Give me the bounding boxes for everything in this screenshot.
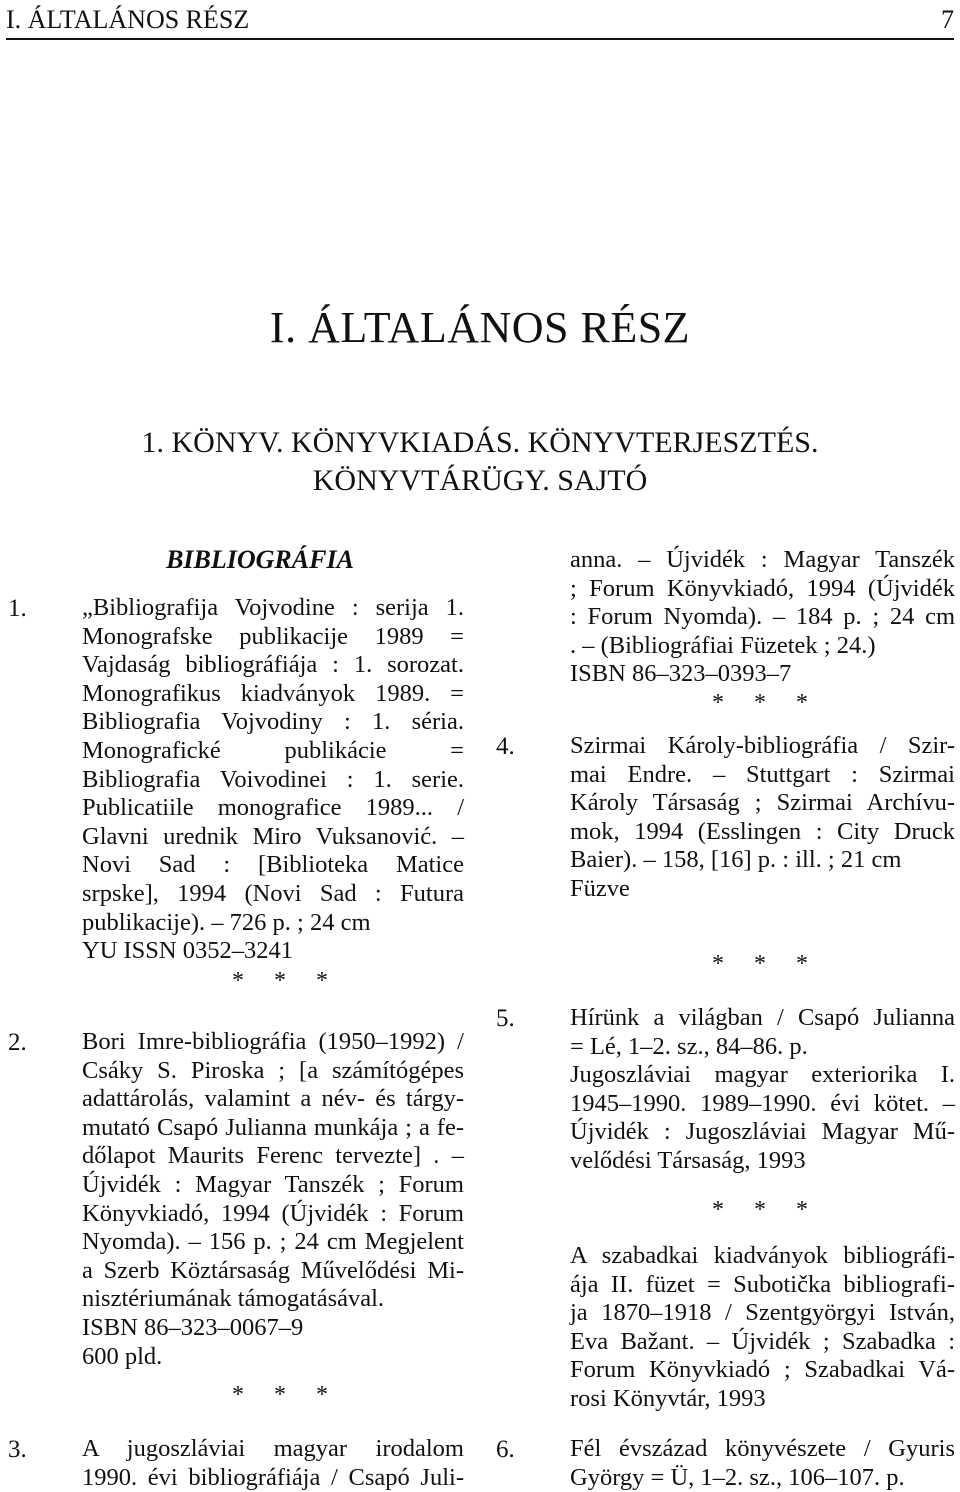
entry-line: Füzve xyxy=(570,874,630,902)
entry-line: Fél évszázad könyvészete / Gyuris xyxy=(570,1435,955,1462)
entry-line: velődési Társaság, 1993 xyxy=(570,1146,806,1174)
entry-line: 1990. évi bibliográfiája / Csapó Juli- xyxy=(82,1463,464,1491)
entry-line: Bibliografia Vojvodiny : 1. séria. xyxy=(82,708,464,736)
entry-line: ISBN 86–323–0067–9 xyxy=(82,1313,304,1341)
entry-line: Monografske publikacije 1989 = xyxy=(82,622,464,650)
entry-line: Novi Sad : [Biblioteka Matice xyxy=(82,851,464,879)
entry-line: srpske], 1994 (Novi Sad : Futura xyxy=(82,879,464,907)
entry-number: 2. xyxy=(8,1029,27,1056)
running-head-title: I. ÁLTALÁNOS RÉSZ xyxy=(6,5,250,34)
entry-line: . – (Bibliográfiai Füzetek ; 24.) xyxy=(570,631,876,659)
entry-line: ; Forum Könyvkiadó, 1994 (Újvidék xyxy=(570,574,955,602)
part-title: I. ÁLTALÁNOS RÉSZ xyxy=(269,303,691,352)
entry-line: Újvidék : Jugoszláviai Magyar Mű- xyxy=(570,1118,955,1146)
entry-line: Károly Társaság ; Szirmai Archívu- xyxy=(570,789,955,817)
entry-line: publikacije). – 726 p. ; 24 cm xyxy=(82,908,371,936)
entry-line: Glavni urednik Miro Vuksanović. – xyxy=(82,822,464,850)
entry-number: 1. xyxy=(8,595,27,622)
entry-line: nisztériumának támogatásával. xyxy=(82,1285,385,1313)
entry-line: A jugoszláviai magyar irodalom xyxy=(82,1435,464,1462)
entry-number: 4. xyxy=(496,733,515,760)
entry-number: 6. xyxy=(496,1436,515,1463)
entry-line: „Bibliografija Vojvodine : serija 1. xyxy=(82,594,464,621)
entry-line: Újvidék : Magyar Tanszék ; Forum xyxy=(82,1170,464,1198)
entry-line: Csáky S. Piroska ; [a számítógépes xyxy=(82,1056,464,1084)
entry-line: dőlapot Maurits Ferenc tervezte] . – xyxy=(82,1142,464,1170)
entry-2 xyxy=(82,1028,464,1371)
entry-line: Monografické publikácie = xyxy=(82,736,464,764)
entry-line: mok, 1994 (Esslingen : City Druck xyxy=(570,817,955,845)
entry-line: Forum Könyvkiadó ; Szabadkai Vá- xyxy=(570,1356,955,1384)
separator-stars: * * * xyxy=(712,690,820,716)
entry-line: rosi Könyvtár, 1993 xyxy=(570,1384,766,1412)
entry-line: Könyvkiadó, 1994 (Újvidék : Forum xyxy=(82,1199,464,1227)
entry-line: Nyomda). – 156 p. ; 24 cm Megjelent xyxy=(82,1228,464,1256)
chapter-title-line: 1. KÖNYV. KÖNYVKIADÁS. KÖNYVTERJESZTÉS. xyxy=(141,426,819,459)
page-number: 7 xyxy=(941,5,954,34)
entry-3 xyxy=(82,1435,464,1492)
entry-4 xyxy=(570,732,955,904)
entry-line: Baier). – 158, [16] p. : ill. ; 21 cm xyxy=(570,846,902,874)
chapter-title-line: KÖNYVTÁRÜGY. SAJTÓ xyxy=(312,464,648,497)
entry-number: 3. xyxy=(8,1436,27,1463)
entry-line: Publicatiile monografice 1989... / xyxy=(82,794,464,822)
entry-line: Bibliografia Voivodinei : 1. serie. xyxy=(82,765,464,793)
entry-line: mutató Csapó Julianna munkája ; a fe- xyxy=(82,1113,464,1141)
entry-line: adattárolás, valamint a név- és tárgy- xyxy=(82,1085,464,1113)
entry-line: = Lé, 1–2. sz., 84–86. p. xyxy=(570,1032,808,1060)
separator-stars: * * * xyxy=(712,951,820,977)
entry-number: 5. xyxy=(496,1005,515,1032)
entry-line: a Szerb Köztársaság Művelődési Mi- xyxy=(82,1256,464,1284)
separator-stars: * * * xyxy=(232,968,340,994)
entry-line: ája II. füzet = Subotička bibliografi- xyxy=(570,1270,955,1298)
running-head xyxy=(6,0,954,40)
entry-line: Vajdaság bibliográfiája : 1. sorozat. xyxy=(82,651,464,679)
separator-stars: * * * xyxy=(232,1382,340,1408)
entry-line: György = Ü, 1–2. sz., 106–107. p. xyxy=(570,1463,905,1491)
section-heading: BIBLIOGRÁFIA xyxy=(166,545,354,574)
chapter-title xyxy=(0,424,960,500)
separator-stars: * * * xyxy=(712,1197,820,1223)
entry-line: anna. – Újvidék : Magyar Tanszék xyxy=(570,546,955,573)
entry-line: Szirmai Károly-bibliográfia / Szir- xyxy=(570,732,955,759)
entry-1 xyxy=(82,594,464,966)
entry-line: 600 pld. xyxy=(82,1342,163,1370)
entry-line: YU ISSN 0352–3241 xyxy=(82,937,293,965)
entry-line: Eva Bažant. – Újvidék ; Szabadka : xyxy=(570,1327,955,1355)
entry-line: Bori Imre-bibliográfia (1950–1992) / xyxy=(82,1028,464,1055)
entry-line: ISBN 86–323–0393–7 xyxy=(570,660,792,688)
entry-line: Jugoszláviai magyar exteriorika I. xyxy=(570,1061,955,1089)
entry-line: 1945–1990. 1989–1990. évi kötet. – xyxy=(570,1089,955,1117)
entry-line: Monografikus kiadványok 1989. = xyxy=(82,679,464,707)
entry-line: mai Endre. – Stuttgart : Szirmai xyxy=(570,760,955,788)
entry-5 xyxy=(570,1004,955,1176)
entry-5-sub xyxy=(570,1242,955,1414)
entry-3-continuation xyxy=(570,546,955,689)
entry-line: ja 1870–1918 / Szentgyörgyi István, xyxy=(570,1299,955,1327)
entry-line: A szabadkai kiadványok bibliográfi- xyxy=(570,1242,955,1269)
entry-line: Hírünk a világban / Csapó Julianna xyxy=(570,1004,955,1031)
entry-6 xyxy=(570,1435,955,1492)
entry-line: : Forum Nyomda). – 184 p. ; 24 cm xyxy=(570,603,955,631)
